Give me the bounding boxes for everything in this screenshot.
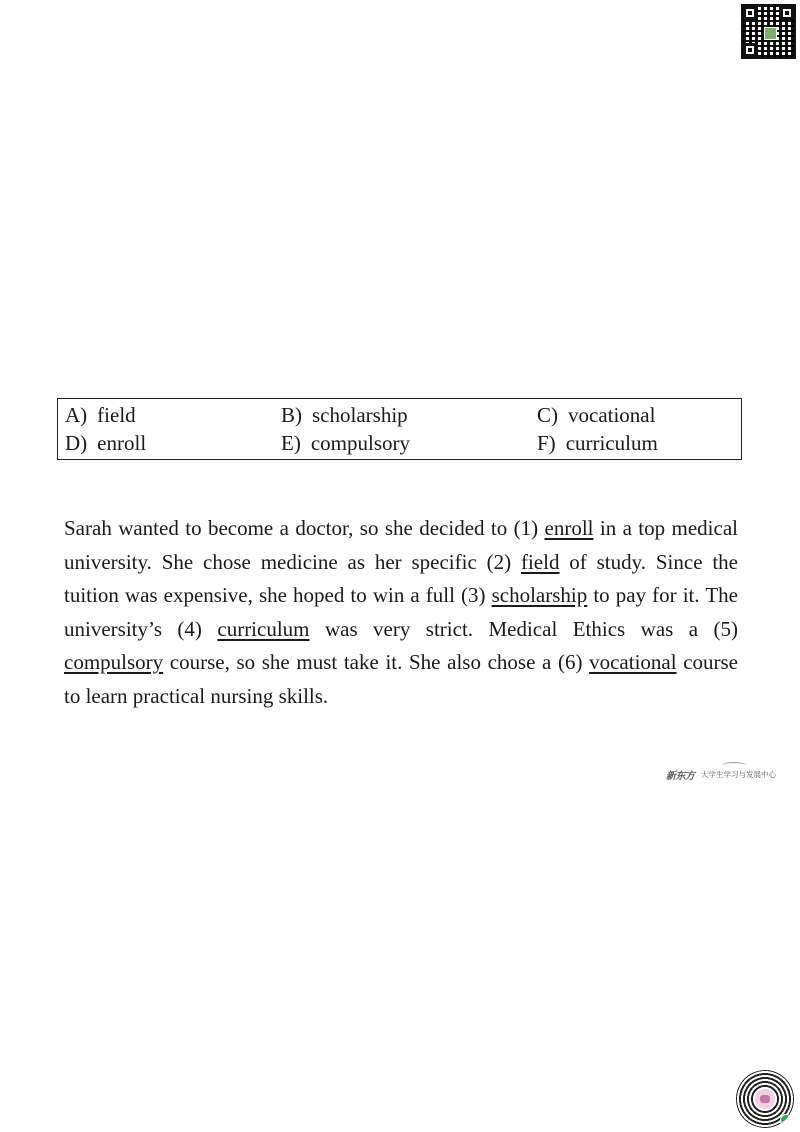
brand-mark: 新东方 xyxy=(666,771,695,782)
passage-text: in a top medical university. She chose medicine as her specific (2) xyxy=(64,516,738,574)
mini-program-code-icon xyxy=(736,1070,794,1128)
option-word: field xyxy=(97,403,136,427)
option-letter: B) xyxy=(281,403,302,427)
answer-2: field xyxy=(520,549,560,574)
word-option-e xyxy=(281,431,410,455)
option-letter: F) xyxy=(537,431,556,455)
qr-code-icon xyxy=(741,4,796,59)
option-word: compulsory xyxy=(310,431,410,455)
word-option-d xyxy=(65,431,146,455)
answer-1: enroll xyxy=(544,516,594,540)
passage-text: to pay for it. The university’s (4) xyxy=(64,583,738,641)
passage-text: course, so she must take it. She also chose a (6) xyxy=(163,650,590,674)
option-word: curriculum xyxy=(565,431,658,455)
option-word: vocational xyxy=(568,403,656,427)
brand-text: 大学生学习与发展中心 xyxy=(701,770,776,779)
answer-6: vocational xyxy=(589,650,677,674)
answer-4: curriculum xyxy=(217,616,310,641)
option-letter: C) xyxy=(537,403,558,427)
option-letter: A) xyxy=(65,403,88,427)
option-letter: D) xyxy=(65,431,88,455)
word-option-a xyxy=(65,403,136,427)
word-bank-box xyxy=(57,398,742,460)
option-word: scholarship xyxy=(312,403,408,427)
brand-logo xyxy=(666,762,790,784)
passage-text: course to learn practical nursing skills. xyxy=(64,650,738,708)
passage-text: Sarah wanted to become a doctor, so she decided to (1) xyxy=(64,516,545,540)
passage-text: of study. Since the tuition was expensive, she hoped to win a full (3) xyxy=(64,549,739,607)
word-option-c xyxy=(537,403,655,427)
option-letter: E) xyxy=(281,431,301,455)
passage-text: was very strict. Medical Ethics was a (5) xyxy=(309,616,738,641)
cloze-passage xyxy=(64,512,738,713)
answer-5: compulsory xyxy=(64,650,164,674)
option-word: enroll xyxy=(97,431,147,455)
word-option-b xyxy=(281,403,408,427)
answer-3: scholarship xyxy=(491,583,588,607)
word-option-f xyxy=(537,431,658,455)
